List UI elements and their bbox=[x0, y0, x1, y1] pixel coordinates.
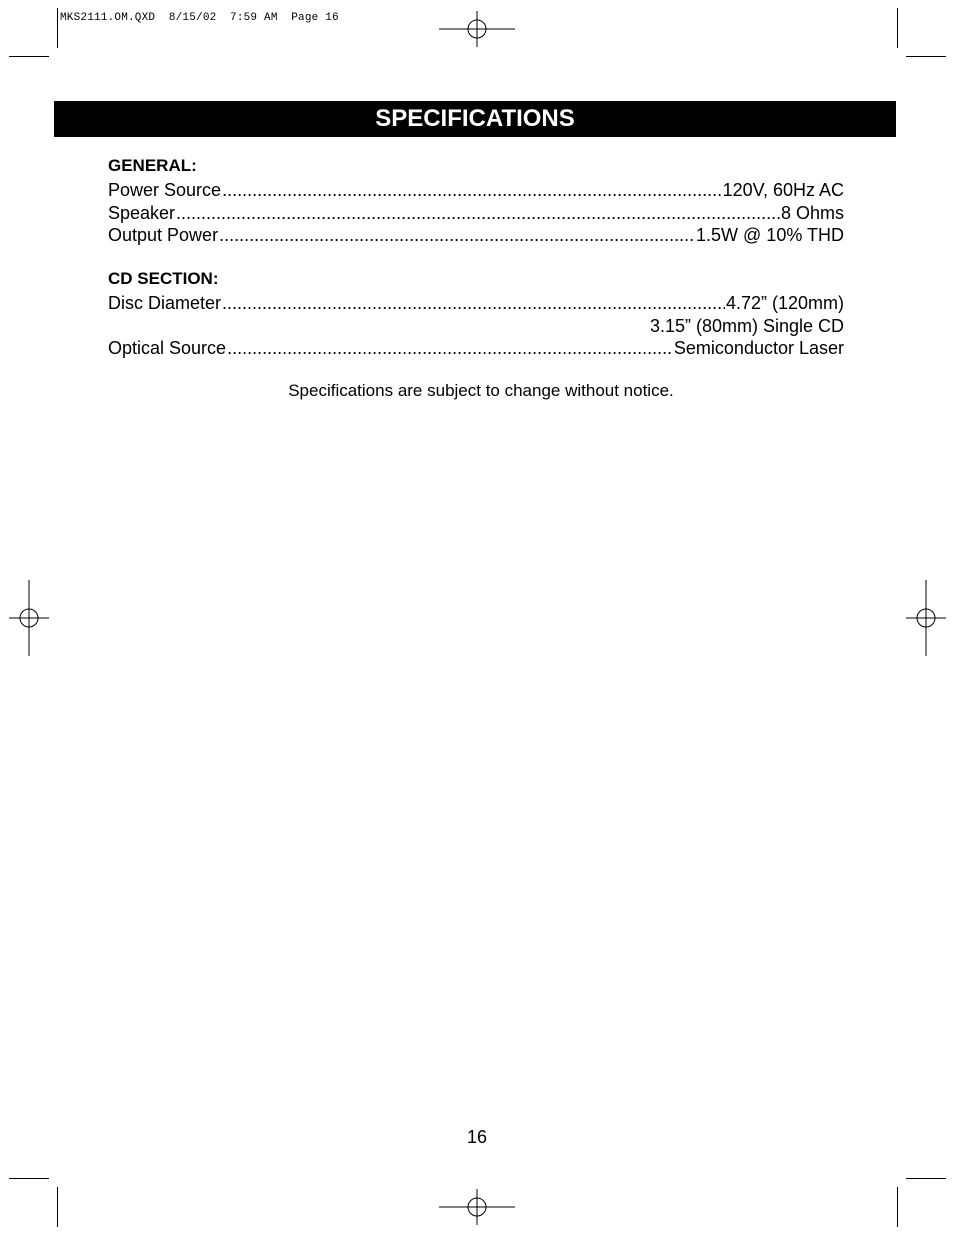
spec-row-optical-source bbox=[108, 337, 844, 360]
general-section bbox=[108, 155, 844, 247]
spec-value: 1.5W @ 10% THD bbox=[696, 225, 844, 245]
spec-value: 120V, 60Hz AC bbox=[722, 180, 844, 200]
spec-row-disc-diameter bbox=[108, 292, 844, 315]
spec-label: Speaker bbox=[108, 202, 176, 223]
registration-mark-top bbox=[439, 11, 515, 47]
spec-label: Disc Diameter bbox=[108, 293, 222, 313]
page-number: 16 bbox=[466, 1127, 488, 1147]
registration-mark-right bbox=[906, 580, 946, 656]
crop-mark-top-right-horizontal bbox=[906, 56, 946, 57]
crop-mark-bottom-right-vertical bbox=[897, 1187, 898, 1227]
spec-label: Power Source bbox=[108, 180, 222, 200]
spec-value: Semiconductor Laser bbox=[673, 338, 844, 358]
spec-value-continuation: 3.15” (80mm) Single CD bbox=[649, 315, 844, 336]
spec-value: 8 Ohms bbox=[780, 202, 844, 223]
crop-mark-top-left-horizontal bbox=[9, 56, 49, 57]
spec-row-speaker bbox=[108, 202, 844, 225]
cd-section-heading: CD SECTION: bbox=[108, 269, 219, 288]
spec-value: 4.72” (120mm) bbox=[725, 293, 844, 313]
print-slug-line: MKS2111.OM.QXD 8/15/02 7:59 AM Page 16 bbox=[60, 12, 339, 24]
spec-label: Optical Source bbox=[108, 338, 227, 358]
cd-section bbox=[108, 268, 844, 360]
dot-leader bbox=[222, 292, 725, 315]
crop-mark-top-left-vertical bbox=[57, 8, 58, 48]
dot-leader bbox=[176, 202, 780, 225]
registration-mark-bottom bbox=[439, 1189, 515, 1225]
spec-row-power-source bbox=[108, 179, 844, 202]
crop-mark-top-right-vertical bbox=[897, 8, 898, 48]
crop-mark-bottom-left-horizontal bbox=[9, 1178, 49, 1179]
crop-mark-bottom-right-horizontal bbox=[906, 1178, 946, 1179]
dot-leader bbox=[222, 179, 722, 202]
spec-label: Output Power bbox=[108, 225, 219, 245]
general-heading: GENERAL: bbox=[108, 156, 197, 175]
dot-leader bbox=[219, 224, 695, 247]
registration-mark-left bbox=[9, 580, 49, 656]
change-notice: Specifications are subject to change without notice. bbox=[288, 381, 674, 400]
crop-mark-bottom-left-vertical bbox=[57, 1187, 58, 1227]
spec-row-output-power bbox=[108, 224, 844, 247]
page-title: SPECIFICATIONS bbox=[54, 101, 896, 137]
dot-leader bbox=[227, 337, 673, 360]
